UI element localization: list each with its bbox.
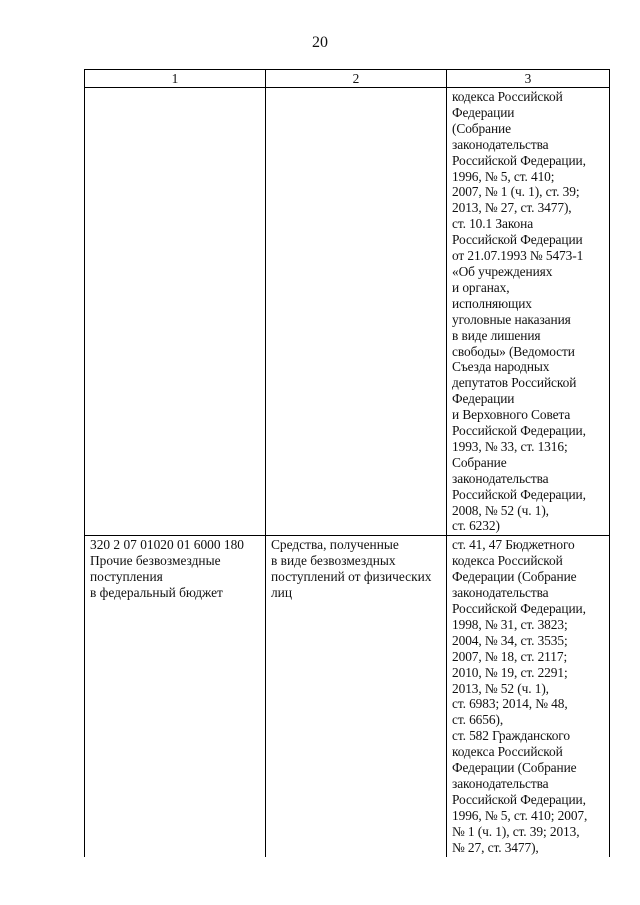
table-cell-3: [447, 536, 610, 857]
cell-text-line: Российской Федерации: [452, 232, 583, 248]
cell-text-line: в федеральный бюджет: [90, 585, 223, 601]
cell-text-line: Средства, полученные: [271, 537, 399, 553]
cell-text-line: Российской Федерации,: [452, 423, 586, 439]
cell-text-line: законодательства: [452, 470, 549, 486]
cell-text-line: и Верховного Совета: [452, 407, 571, 423]
cell-text-line: № 1 (ч. 1), ст. 39; 2013,: [452, 823, 580, 839]
table-header: [85, 70, 610, 88]
cell-text-line: кодекса Российской: [452, 553, 563, 569]
cell-text-line: исполняющих: [452, 295, 532, 311]
cell-text-line: ст. 6983; 2014, № 48,: [452, 696, 568, 712]
cell-text-line: Федерации: [452, 104, 515, 120]
table-cell-1: [85, 88, 266, 536]
cell-text-line: в виде безвозмездных: [271, 553, 396, 569]
cell-text-line: в виде лишения: [452, 327, 541, 343]
cell-text-line: 1996, № 5, ст. 410; 2007,: [452, 807, 588, 823]
cell-text-line: «Об учреждениях: [452, 263, 553, 279]
cell-text-line: от 21.07.1993 № 5473-1: [452, 248, 584, 264]
cell-text-line: 2010, № 19, ст. 2291;: [452, 664, 568, 680]
table-cell-1: [85, 536, 266, 857]
table-cell-2: [266, 88, 447, 536]
cell-text-line: лиц: [271, 585, 293, 601]
cell-text-line: ст. 41, 47 Бюджетного: [452, 537, 575, 553]
table-cell-2: [266, 536, 447, 857]
cell-text-line: Федерации (Собрание: [452, 760, 577, 776]
table-row: [85, 536, 610, 857]
table-body: [85, 88, 610, 857]
cell-text-line: и органах,: [452, 279, 510, 295]
cell-text-line: Собрание: [452, 454, 507, 470]
page-number: 20: [312, 34, 328, 51]
cell-text-line: ст. 6232): [452, 518, 500, 534]
cell-text-line: 2008, № 52 (ч. 1),: [452, 502, 549, 518]
cell-text-line: 320 2 07 01020 01 6000 180: [90, 537, 244, 553]
cell-text-line: Российской Федерации,: [452, 486, 586, 502]
cell-text-line: ст. 10.1 Закона: [452, 216, 534, 232]
cell-text-line: № 27, ст. 3477),: [452, 839, 539, 855]
cell-text-line: законодательства: [452, 775, 549, 791]
column-header-1: 1: [85, 70, 266, 88]
cell-text-line: Российской Федерации,: [452, 791, 586, 807]
cell-text-line: 1998, № 31, ст. 3823;: [452, 616, 568, 632]
cell-text-line: 2013, № 52 (ч. 1),: [452, 680, 549, 696]
cell-text-line: уголовные наказания: [452, 311, 571, 327]
cell-text-line: Прочие безвозмездные: [90, 553, 221, 569]
table-cell-3: [447, 88, 610, 536]
cell-text-line: законодательства: [452, 585, 549, 601]
cell-text-line: 2007, № 1 (ч. 1), ст. 39;: [452, 184, 580, 200]
cell-text-line: ст. 582 Гражданского: [452, 728, 570, 744]
document-table: [84, 69, 610, 857]
cell-text-line: 1996, № 5, ст. 410;: [452, 168, 555, 184]
cell-text-line: Российской Федерации,: [452, 601, 586, 616]
cell-text-line: кодекса Российской: [452, 744, 563, 760]
cell-text-line: 2007, № 18, ст. 2117;: [452, 648, 568, 664]
cell-text-line: 2013, № 27, ст. 3477),: [452, 200, 572, 216]
cell-text-line: кодекса Российской: [452, 89, 563, 104]
cell-text-line: 2004, № 34, ст. 3535;: [452, 632, 568, 648]
cell-text-line: (Собрание: [452, 120, 511, 136]
cell-text-line: Российской Федерации,: [452, 152, 586, 168]
cell-text-line: депутатов Российской: [452, 375, 577, 391]
cell-text-line: свободы» (Ведомости: [452, 343, 575, 359]
column-header-2: 2: [266, 70, 447, 88]
cell-text-line: Федерации: [452, 391, 515, 407]
table-header-row: [85, 70, 610, 88]
cell-text-line: законодательства: [452, 136, 549, 152]
cell-text-line: поступлений от физических: [271, 569, 432, 585]
cell-text-line: 1993, № 33, ст. 1316;: [452, 438, 568, 454]
cell-text-line: поступления: [90, 569, 163, 585]
column-header-3: 3: [447, 70, 610, 88]
cell-text-line: Съезда народных: [452, 359, 550, 375]
cell-text-line: Федерации (Собрание: [452, 569, 577, 585]
cell-text-line: ст. 6656),: [452, 712, 504, 728]
table-row: [85, 88, 610, 536]
